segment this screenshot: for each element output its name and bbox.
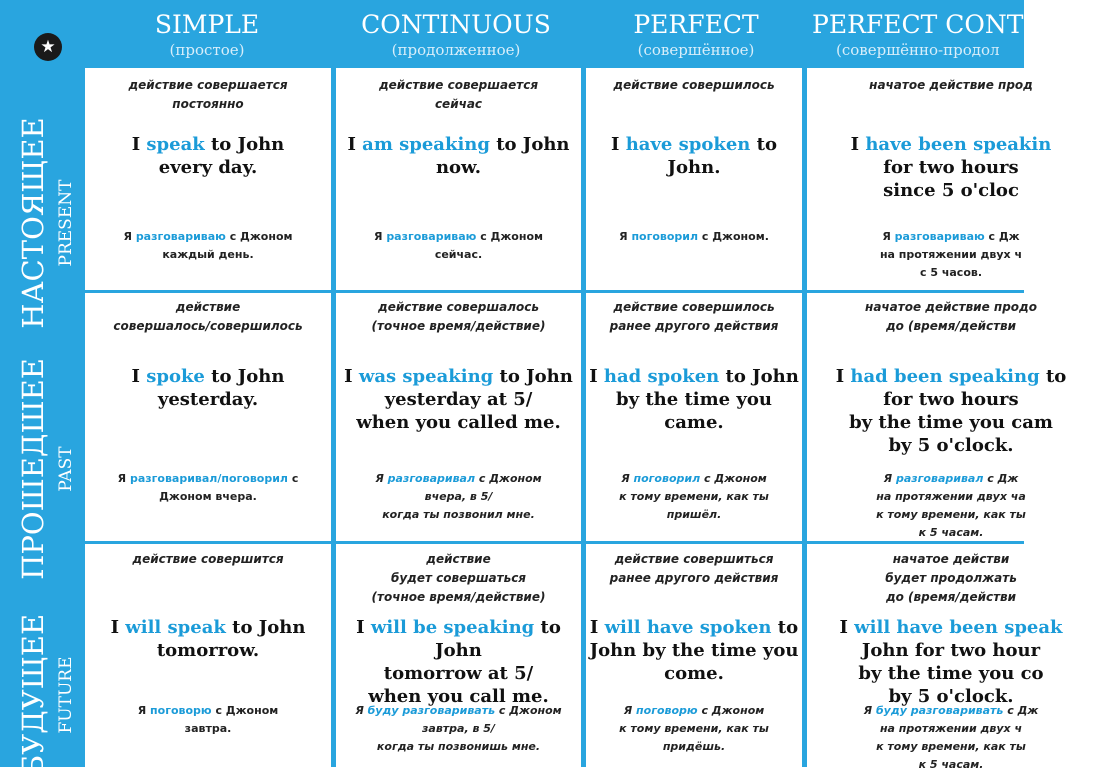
example-line [801,133,1101,156]
example-line [801,616,1101,639]
example-text: I [850,134,866,155]
example-line: for two hours [883,157,1019,178]
example-line [588,365,800,388]
verb-form: had been speaking [850,366,1040,387]
column-subtitle: (совершённо-продол [836,41,1000,59]
row-label-future-ru: БУДУЩЕЕ [16,613,50,776]
verb-form: have been speakin [865,134,1052,155]
translation-line: к тому времени, как ты [619,490,769,503]
example-text: I [356,617,371,638]
translation-line [588,228,800,246]
verb-form: will have spoken [604,617,772,638]
example-text: I [839,617,855,638]
russian-translation [87,702,329,738]
description-line: действие совершилось [613,78,775,92]
translation-text: с Джоном. [698,230,769,243]
russian-translation [801,228,1101,282]
verb-form: have spoken [625,134,751,155]
translation-text: с Дж [984,230,1020,243]
example-line: come. [664,663,724,684]
example-sentence [801,133,1101,202]
translation-text: Я [137,704,151,717]
example-line: by the time you cam [849,412,1053,433]
example-line [588,616,800,639]
translation-text: Я [355,704,368,717]
verb-form: speak [146,134,205,155]
cell-past-perfect [586,293,802,541]
description-line: постоянно [172,97,244,111]
translation-text: с Дж [983,472,1019,485]
example-line: by the time you co [858,663,1044,684]
russian-translation [801,702,1101,774]
cell-future-perfect [586,544,802,767]
translated-verb: разговаривал [895,472,984,485]
verb-form: will speak [125,617,226,638]
row-label-present-ru: НАСТОЯЩЕЕ [16,117,50,329]
description-line: действие совершилось [613,300,775,314]
example-sentence [588,365,800,434]
tense-description [801,76,1101,95]
example-text: to [1039,366,1067,387]
example-line: by 5 o'clock. [888,435,1014,456]
tense-description [89,550,327,569]
description-line: до (время/действи [885,590,1017,604]
translation-line: на протяжении двух ч [879,722,1023,735]
example-line [588,133,800,179]
translated-verb: разговариваю [386,230,477,243]
example-text: to John. [667,134,777,178]
description-line: действие [426,552,491,566]
verb-form: will be speaking [370,617,535,638]
translation-line: к 5 часам. [918,526,984,539]
translation-text: с Джоном [476,230,543,243]
column-subtitle: (совершённое) [637,41,755,59]
translation-line: к тому времени, как ты [876,508,1026,521]
tense-description [590,550,798,588]
example-line [801,365,1101,388]
russian-translation [87,470,329,506]
column-title: CONTINUOUS [361,10,551,39]
cell-present-perfect [586,68,802,290]
description-line: до (время/действи [885,319,1017,333]
example-line: by 5 o'clock. [888,686,1014,707]
example-line [87,616,329,639]
translation-line: к 5 часам. [918,758,984,771]
example-sentence [87,365,329,411]
example-text: to John [489,134,570,155]
example-text: to John [204,134,285,155]
translated-verb: разговариваю [135,230,226,243]
description-line: начатое действи [892,552,1010,566]
translation-line: сейчас. [434,248,483,261]
translation-line: Джоном вчера. [159,490,257,503]
example-text: I [347,134,363,155]
description-line: будет совершаться [390,571,527,585]
translation-line: завтра, в 5/ [422,722,495,735]
example-line [338,133,579,156]
column-header-continuous [345,10,567,60]
translation-line: к тому времени, как ты [876,740,1026,753]
cell-future-continuous [336,544,581,767]
example-line: John by the time you [589,640,799,661]
translation-text: Я [882,230,895,243]
translation-line [588,702,800,720]
example-line [338,616,579,662]
description-line: действие совершается [128,78,288,92]
row-label-past-ru: ПРОШЕДШЕЕ [16,358,50,580]
description-line: действие совершалось [378,300,539,314]
example-text: I [835,366,851,387]
translation-line: когда ты позвонишь мне. [376,740,541,753]
example-line: since 5 o'cloc [883,180,1019,201]
verb-form: had spoken [603,366,720,387]
translation-line: каждый день. [162,248,254,261]
translation-line [588,470,800,488]
description-line: начатое действие прод [869,78,1033,92]
example-line [338,365,579,388]
translation-line [801,702,1101,720]
verb-form: am speaking [362,134,490,155]
description-line: начатое действие продо [865,300,1037,314]
example-sentence [801,616,1101,708]
translation-line: на протяжении двух ча [876,490,1026,503]
example-line: yesterday at 5/ [384,389,533,410]
translation-line [338,228,579,246]
example-sentence [87,133,329,179]
star-badge-icon: ★ [34,33,62,61]
russian-translation [338,228,579,264]
description-line: ранее другого действия [609,571,779,585]
column-title: PERFECT [633,10,759,39]
example-line: by the time you came. [616,389,772,433]
example-line: when you call me. [368,686,549,707]
tense-description [801,550,1101,607]
example-line [87,133,329,156]
verb-form: will have been speak [854,617,1063,638]
example-sentence [338,133,579,179]
translated-verb: разговаривал/поговорил [129,472,288,485]
row-label-future-en: FUTURE [56,656,76,734]
russian-translation [87,228,329,264]
translation-text: с Джоном [697,704,765,717]
description-line: действие совершится [132,552,284,566]
example-text: I [344,366,359,387]
translation-text: Я [883,472,896,485]
translation-text: с Джоном [211,704,279,717]
example-text: to John [719,366,799,387]
example-sentence [338,616,579,708]
verb-form: spoke [146,366,205,387]
example-text: to John [435,617,561,661]
translation-text: Я [375,472,388,485]
tense-description [340,76,577,114]
translation-line: придёшь. [662,740,726,753]
example-text: to John [225,617,306,638]
translated-verb: разговариваю [894,230,985,243]
description-line: ранее другого действия [609,319,779,333]
translation-line: когда ты позвонил мне. [382,508,535,521]
example-sentence [588,616,800,685]
translated-verb: буду разговаривать [875,704,1004,717]
description-line: будет продолжать [885,571,1017,585]
translated-verb: поговорю [150,704,212,717]
example-text: I [131,134,147,155]
description-line: (точное время/действие) [371,590,546,604]
example-text: I [589,617,605,638]
example-line: every day. [158,157,258,178]
description-line: действие [175,300,241,314]
example-sentence [87,616,329,662]
example-text: I [110,617,126,638]
translated-verb: поговорю [636,704,698,717]
description-line: сейчас [434,97,483,111]
column-subtitle: (простое) [169,41,245,59]
russian-translation [588,470,800,524]
example-line: John for two hour [861,640,1041,661]
translation-text: Я [621,472,634,485]
example-line: now. [435,157,482,178]
example-line: tomorrow at 5/ [383,663,534,684]
translation-text: с Джоном [475,472,542,485]
translation-line [87,470,329,488]
row-label-sidebar [0,65,82,776]
cell-past-continuous [336,293,581,541]
cell-future-perfect-continuous [807,544,1063,771]
translation-line [338,702,579,720]
tense-description [340,550,577,607]
example-sentence [338,365,579,434]
translated-verb: поговорил [631,230,699,243]
translation-text: Я [374,230,387,243]
translation-line [801,470,1101,488]
cell-present-continuous [336,68,581,290]
column-header-simple [123,10,291,60]
russian-translation [338,470,579,524]
example-line: when you called me. [356,412,561,433]
example-line [87,365,329,388]
translation-text: с Джоном [495,704,562,717]
russian-translation [588,228,800,246]
example-line: yesterday. [157,389,259,410]
translated-verb: буду разговаривать [367,704,496,717]
example-sentence [588,133,800,179]
translation-text: с Джоном [225,230,293,243]
translation-text: Я [619,230,632,243]
row-label-past-en: PAST [56,446,76,492]
cell-present-perfect-continuous [807,68,1052,290]
russian-translation [338,702,579,756]
tense-description [89,76,327,114]
example-text: I [589,366,604,387]
tense-description [89,298,327,336]
translated-verb: разговаривал [387,472,476,485]
translation-line [801,228,1101,246]
cell-past-simple [85,293,331,541]
translation-line: завтра. [184,722,232,735]
description-line: действие совершиться [614,552,774,566]
example-sentence [801,365,1101,457]
example-text: to John [204,366,285,387]
example-text: I [131,366,147,387]
column-header-perfect-continuous [812,10,1034,60]
description-line: совершалось/совершилось [113,319,303,333]
cell-past-perfect-continuous [807,293,1067,541]
tense-description [340,298,577,336]
tense-description [590,76,798,95]
translation-text: Я [117,472,130,485]
tense-description [801,298,1101,336]
tense-description [590,298,798,336]
translated-verb: поговорил [633,472,701,485]
example-text: to John [493,366,573,387]
verb-form: was speaking [358,366,494,387]
column-header-perfect [604,10,788,60]
row-label-present-en: PRESENT [56,179,76,267]
description-line: (точное время/действие) [371,319,546,333]
cell-future-simple [85,544,331,767]
translation-line [338,470,579,488]
translation-line [87,702,329,720]
russian-translation [801,470,1101,542]
example-text: to [771,617,799,638]
translation-line [87,228,329,246]
column-subtitle: (продолженное) [391,41,521,59]
translation-text: Я [863,704,876,717]
translation-line: с 5 часов. [919,266,983,279]
translation-text: Я [623,704,637,717]
column-title: PERFECT CONTI [812,10,1034,39]
example-text: I [611,134,626,155]
cell-present-simple [85,68,331,290]
translation-line: к тому времени, как ты [619,722,769,735]
translation-line: пришёл. [666,508,722,521]
translation-line: вчера, в 5/ [424,490,493,503]
header-bar [0,0,1034,65]
description-line: действие совершается [378,78,539,92]
example-line: for two hours [883,389,1019,410]
russian-translation [588,702,800,756]
translation-text: с Дж [1003,704,1039,717]
example-line: tomorrow. [156,640,260,661]
column-title: SIMPLE [154,10,260,39]
translation-text: с Джоном [700,472,767,485]
translation-text: Я [123,230,136,243]
translation-line: на протяжении двух ч [879,248,1023,261]
translation-text: с [288,472,299,485]
